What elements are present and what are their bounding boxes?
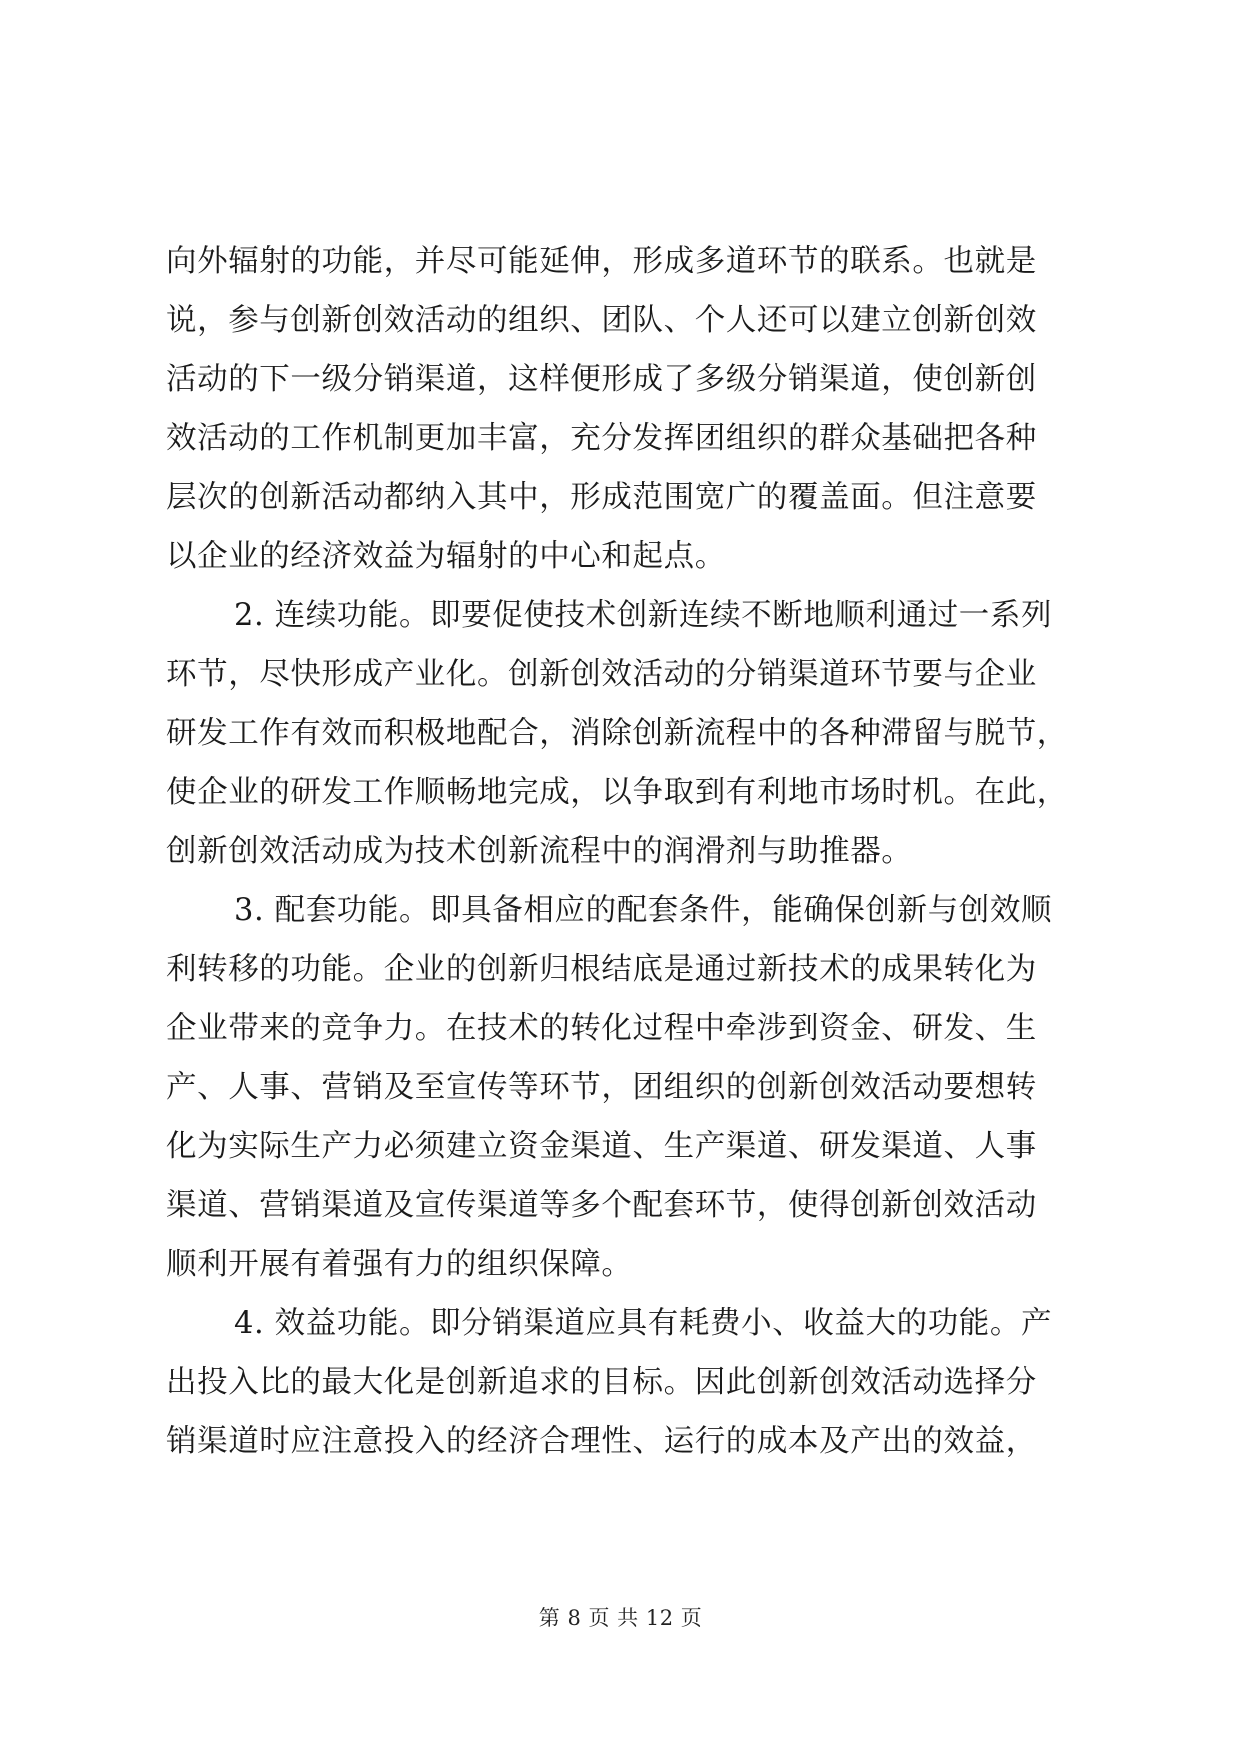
text-line: 向外辐射的功能，并尽可能延伸，形成多道环节的联系。也就是 [166,244,1037,279]
text-line: 以企业的经济效益为辐射的中心和起点。 [166,539,726,574]
text-line: 产、人事、营销及至宣传等环节，团组织的创新创效活动要想转 [166,1070,1037,1105]
text-line: 使企业的研发工作顺畅地完成，以争取到有利地市场时机。在此， [166,775,1068,810]
text-line: 销渠道时应注意投入的经济合理性、运行的成本及产出的效益， [166,1424,1037,1459]
text-line: 活动的下一级分销渠道，这样便形成了多级分销渠道，使创新创 [166,362,1037,397]
text-line: 渠道、营销渠道及宣传渠道等多个配套环节，使得创新创效活动 [166,1188,1037,1223]
text-line: 企业带来的竞争力。在技术的转化过程中牵涉到资金、研发、生 [166,1011,1037,1046]
text-line: 出投入比的最大化是创新追求的目标。因此创新创效活动选择分 [166,1365,1037,1400]
paragraph-3-first-line: 3. 配套功能。即具备相应的配套条件，能确保创新与创效顺 [234,893,1053,928]
text-line: 层次的创新活动都纳入其中，形成范围宽广的覆盖面。但注意要 [166,480,1037,515]
paragraph-4-first-line: 4. 效益功能。即分销渠道应具有耗费小、收益大的功能。产 [234,1306,1053,1341]
text-line: 利转移的功能。企业的创新归根结底是通过新技术的成果转化为 [166,952,1037,987]
text-line: 研发工作有效而积极地配合，消除创新流程中的各种滞留与脱节， [166,716,1068,751]
text-line: 说，参与创新创效活动的组织、团队、个人还可以建立创新创效 [166,303,1037,338]
page-number-footer: 第 8 页 共 12 页 [538,1606,703,1630]
document-body [166,232,1076,1471]
text-line: 环节，尽快形成产业化。创新创效活动的分销渠道环节要与企业 [166,657,1037,692]
text-line: 创新创效活动成为技术创新流程中的润滑剂与助推器。 [166,834,913,869]
paragraph-2-first-line: 2. 连续功能。即要促使技术创新连续不断地顺利通过一系列 [234,598,1053,633]
text-line: 化为实际生产力必须建立资金渠道、生产渠道、研发渠道、人事 [166,1129,1037,1164]
text-line: 顺利开展有着强有力的组织保障。 [166,1247,633,1282]
text-line: 效活动的工作机制更加丰富，充分发挥团组织的群众基础把各种 [166,421,1037,456]
